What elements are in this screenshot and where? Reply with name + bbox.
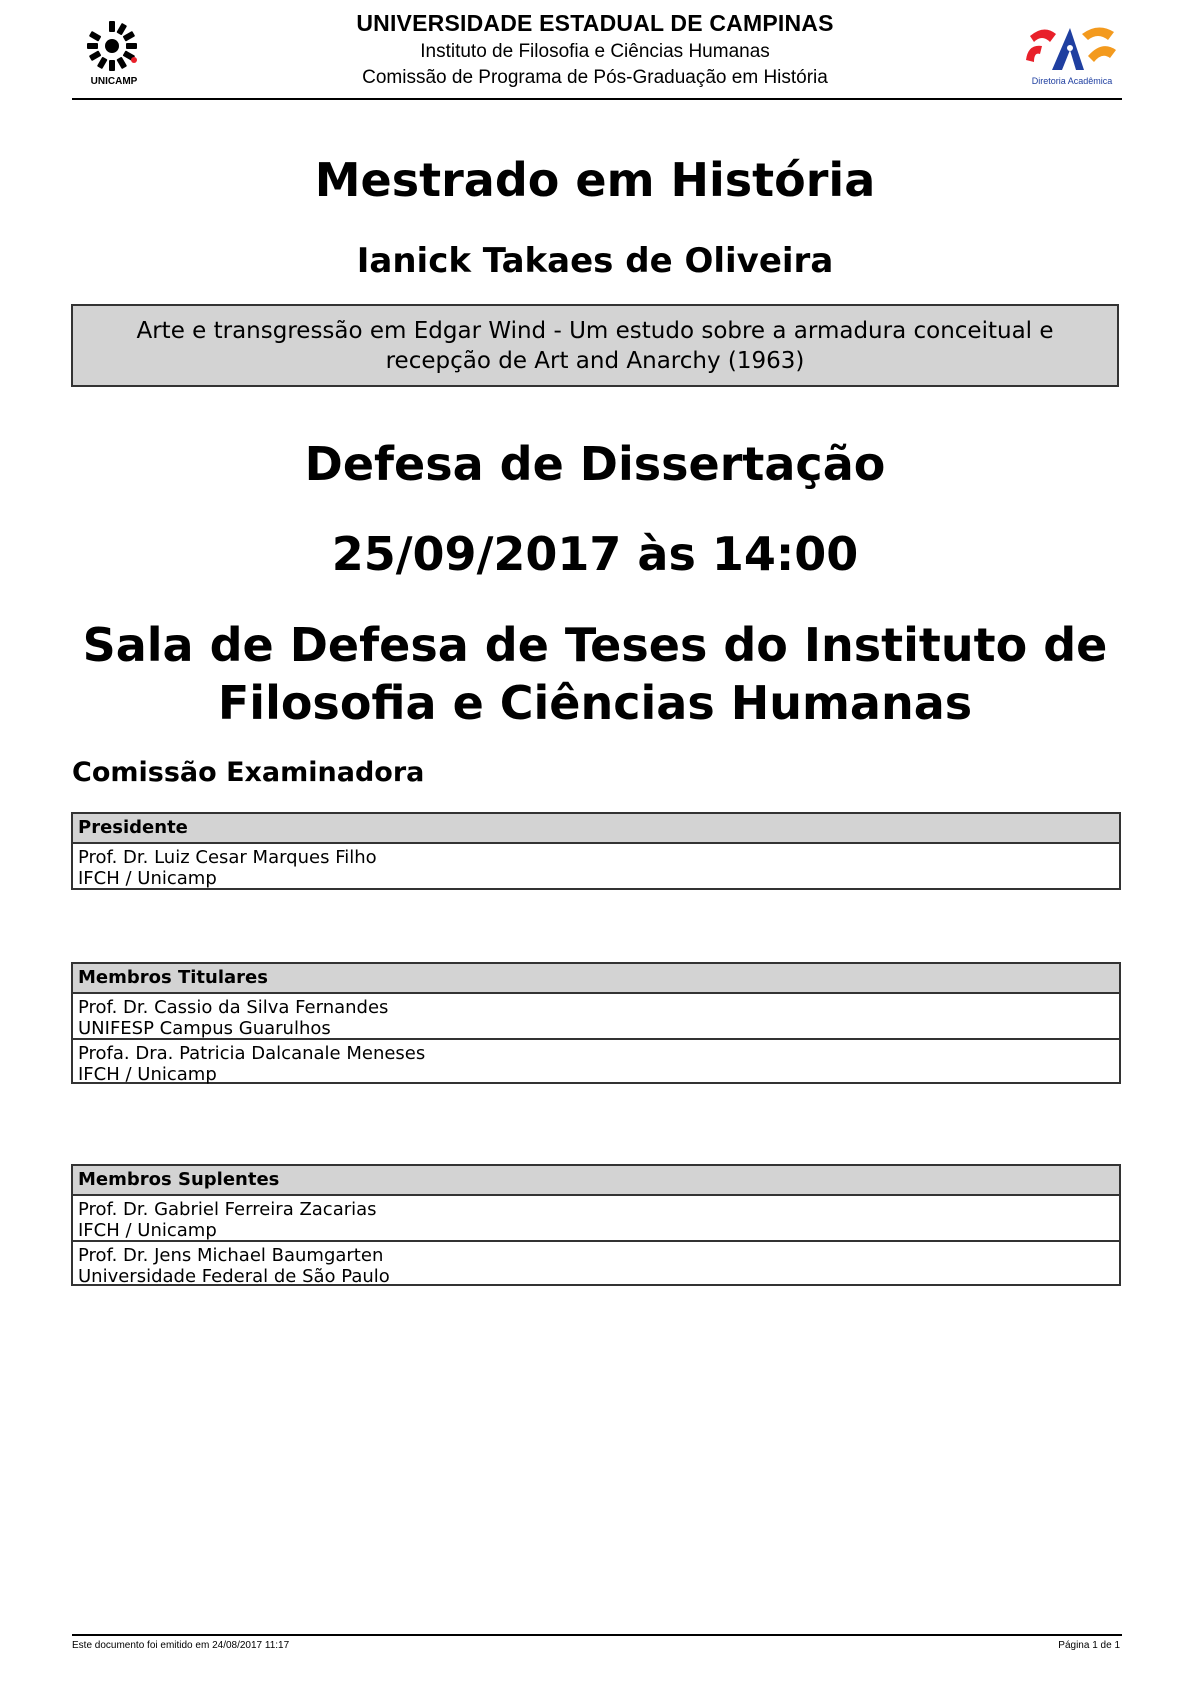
president-table	[71, 812, 1121, 890]
member-affiliation: IFCH / Unicamp	[78, 868, 217, 889]
svg-text:Diretoria Acadêmica: Diretoria Acadêmica	[1031, 76, 1113, 86]
thesis-title: Arte e transgressão em Edgar Wind - Um estudo sobre a armadura conceitual e recepção de Art and Anarchy (1963)	[136, 318, 1054, 374]
titulares-table	[71, 962, 1121, 1084]
footer-page-number: Página 1 de 1	[1058, 1640, 1120, 1651]
header-divider	[72, 98, 1122, 100]
footer-issued-date: Este documento foi emitido em 24/08/2017 11:17	[72, 1640, 290, 1651]
member-affiliation: Universidade Federal de São Paulo	[78, 1266, 390, 1287]
member-name: Prof. Dr. Gabriel Ferreira Zacarias	[78, 1199, 377, 1220]
table-row	[73, 1196, 1119, 1240]
program-title: Mestrado em História	[314, 153, 876, 207]
committee-heading: Comissão Examinadora	[72, 757, 425, 788]
table-header: Membros Titulares	[73, 964, 1119, 994]
university-name: UNIVERSIDADE ESTADUAL DE CAMPINAS	[356, 10, 834, 36]
institute-name: Instituto de Filosofia e Ciências Humanas	[420, 41, 770, 62]
table-header: Presidente	[73, 814, 1119, 844]
table-row	[73, 1038, 1119, 1085]
table-row	[73, 844, 1119, 888]
member-affiliation: IFCH / Unicamp	[78, 1220, 217, 1241]
commission-name: Comissão de Programa de Pós-Graduação em História	[362, 67, 828, 88]
table-header: Membros Suplentes	[73, 1166, 1119, 1196]
member-name: Prof. Dr. Jens Michael Baumgarten	[78, 1245, 384, 1266]
table-row	[73, 994, 1119, 1038]
event-date-time: 25/09/2017 às 14:00	[331, 527, 859, 581]
svg-text:UNICAMP: UNICAMP	[90, 76, 138, 87]
footer-divider	[72, 1634, 1122, 1636]
member-affiliation: IFCH / Unicamp	[78, 1064, 217, 1085]
member-name: Prof. Dr. Cassio da Silva Fernandes	[78, 997, 389, 1018]
student-name: Ianick Takaes de Oliveira	[356, 241, 834, 281]
member-affiliation: UNIFESP Campus Guarulhos	[78, 1018, 331, 1039]
diretoria-academica-logo-icon	[1022, 20, 1120, 90]
thesis-title-box	[71, 304, 1119, 387]
member-name: Prof. Dr. Luiz Cesar Marques Filho	[78, 847, 377, 868]
member-name: Profa. Dra. Patricia Dalcanale Meneses	[78, 1043, 426, 1064]
suplentes-table	[71, 1164, 1121, 1286]
event-type: Defesa de Dissertação	[304, 437, 886, 491]
diretoria-academica-logo	[1022, 20, 1120, 90]
table-row	[73, 1240, 1119, 1287]
event-room: Sala de Defesa de Teses do Instituto de Filosofia e Ciências Humanas	[82, 618, 1108, 730]
